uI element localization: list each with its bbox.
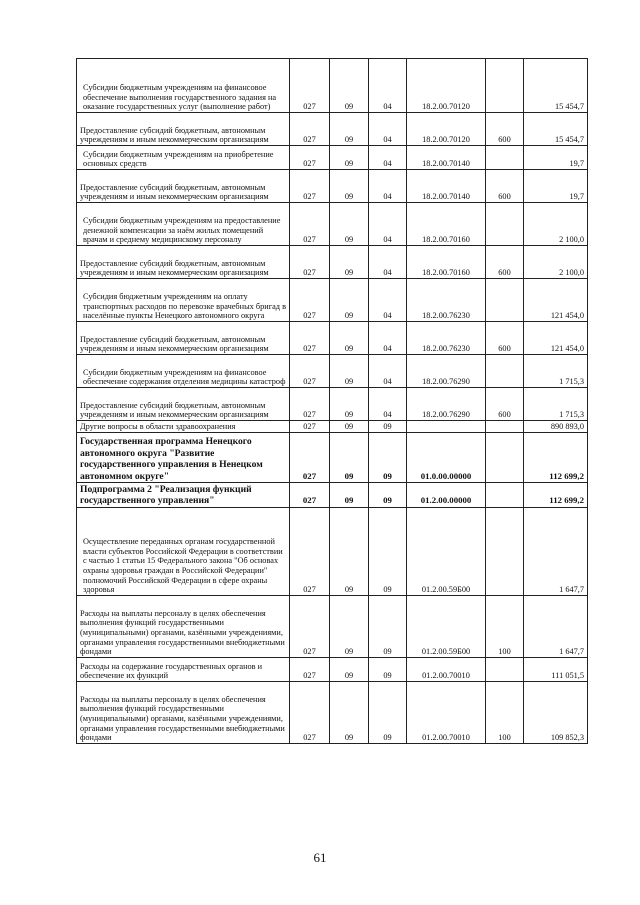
amount-cell: 1 715,3 [524,355,588,388]
item-name-cell: Предоставление субсидий бюджетным, автономным учреждениям и иным некоммерческим организациям [77,322,290,355]
amount-cell: 112 699,2 [524,483,588,508]
table-row [77,355,588,388]
grbs-code-cell: 027 [290,657,330,681]
grbs-code-cell: 027 [290,59,330,113]
subsection-code-cell: 09 [369,507,407,595]
expense-type-cell: 600 [486,388,524,421]
expense-type-cell: 100 [486,595,524,657]
section-code-cell: 09 [330,681,369,743]
item-name-cell: Подпрограмма 2 "Реализация функций государственного управления" [77,483,290,508]
expense-type-cell [486,279,524,322]
target-article-cell: 01.2.00.70010 [407,681,486,743]
amount-cell: 121 454,0 [524,322,588,355]
expense-type-cell: 100 [486,681,524,743]
budget-table-body [77,59,588,744]
grbs-code-cell: 027 [290,322,330,355]
table-row [77,388,588,421]
target-article-cell: 18.2.00.70140 [407,170,486,203]
subsection-code-cell: 04 [369,388,407,421]
subsection-code-cell: 04 [369,59,407,113]
target-article-cell [407,421,486,433]
table-row [77,595,588,657]
target-article-cell: 01.2.00.70010 [407,657,486,681]
item-name-cell: Субсидии бюджетным учреждениям на приобретение основных средств [77,146,290,170]
expense-type-cell: 600 [486,246,524,279]
item-name-cell: Расходы на содержание государственных органов и обеспечение их функций [77,657,290,681]
expense-type-cell: 600 [486,322,524,355]
section-code-cell: 09 [330,507,369,595]
grbs-code-cell: 027 [290,433,330,483]
table-row [77,483,588,508]
amount-cell: 19,7 [524,170,588,203]
item-name-cell: Субсидии бюджетным учреждениям на финансовое обеспечение выполнения государственного задания на оказание государственных услуг (выполнение работ) [77,59,290,113]
target-article-cell: 18.2.00.76290 [407,388,486,421]
expense-type-cell [486,146,524,170]
expense-type-cell [486,203,524,246]
item-name-cell: Субсидии бюджетным учреждениям на финансовое обеспечение содержания отделения медицины катастроф [77,355,290,388]
amount-cell: 2 100,0 [524,246,588,279]
section-code-cell: 09 [330,388,369,421]
item-name-cell: Расходы на выплаты персоналу в целях обеспечения выполнения функций государственными (муниципальными) органами, казёнными учреждениями, органами управления государственными внебюджетными фондами [77,681,290,743]
target-article-cell: 18.2.00.76290 [407,355,486,388]
grbs-code-cell: 027 [290,355,330,388]
expense-type-cell [486,355,524,388]
table-row [77,322,588,355]
subsection-code-cell: 04 [369,113,407,146]
item-name-cell: Субсидии бюджетным учреждениям на предоставление денежной компенсации за наём жилых помещений врачам и среднему медицинскому персоналу [77,203,290,246]
amount-cell: 15 454,7 [524,59,588,113]
subsection-code-cell: 09 [369,421,407,433]
table-row [77,507,588,595]
item-name-cell: Субсидия бюджетным учреждениям на оплату транспортных расходов по перевозке врачебных бригад в населённые пункты Ненецкого автономного округа [77,279,290,322]
amount-cell: 1 715,3 [524,388,588,421]
target-article-cell: 01.2.00.00000 [407,483,486,508]
table-row [77,203,588,246]
amount-cell: 112 699,2 [524,433,588,483]
amount-cell: 111 051,5 [524,657,588,681]
item-name-cell: Предоставление субсидий бюджетным, автономным учреждениям и иным некоммерческим организациям [77,246,290,279]
expense-type-cell [486,59,524,113]
item-name-cell: Другие вопросы в области здравоохранения [77,421,290,433]
amount-cell: 15 454,7 [524,113,588,146]
amount-cell: 890 893,0 [524,421,588,433]
target-article-cell: 01.2.00.59Б00 [407,507,486,595]
section-code-cell: 09 [330,170,369,203]
expense-type-cell [486,421,524,433]
subsection-code-cell: 04 [369,246,407,279]
target-article-cell: 01.0.00.00000 [407,433,486,483]
section-code-cell: 09 [330,433,369,483]
section-code-cell: 09 [330,322,369,355]
amount-cell: 121 454,0 [524,279,588,322]
grbs-code-cell: 027 [290,421,330,433]
target-article-cell: 18.2.00.70140 [407,146,486,170]
grbs-code-cell: 027 [290,483,330,508]
table-row [77,657,588,681]
subsection-code-cell: 09 [369,595,407,657]
target-article-cell: 18.2.00.76230 [407,322,486,355]
grbs-code-cell: 027 [290,203,330,246]
item-name-cell: Государственная программа Ненецкого автономного округа "Развитие государственного управления в Ненецком автономном округе" [77,433,290,483]
expense-type-cell [486,507,524,595]
grbs-code-cell: 027 [290,279,330,322]
target-article-cell: 18.2.00.70160 [407,203,486,246]
table-row [77,113,588,146]
subsection-code-cell: 04 [369,279,407,322]
grbs-code-cell: 027 [290,388,330,421]
item-name-cell: Осуществление переданных органам государственной власти субъектов Российской Федерации в соответствии с частью 1 статьи 15 Федерального закона "Об основах охраны здоровья граждан в Российской Федерации" полномочий Российской Федерации в сфере охраны здоровья [77,507,290,595]
section-code-cell: 09 [330,657,369,681]
section-code-cell: 09 [330,59,369,113]
grbs-code-cell: 027 [290,246,330,279]
amount-cell: 1 647,7 [524,507,588,595]
subsection-code-cell: 04 [369,203,407,246]
target-article-cell: 18.2.00.70120 [407,59,486,113]
grbs-code-cell: 027 [290,507,330,595]
table-row [77,59,588,113]
grbs-code-cell: 027 [290,595,330,657]
subsection-code-cell: 04 [369,355,407,388]
table-row [77,433,588,483]
item-name-cell: Расходы на выплаты персоналу в целях обеспечения выполнения функций государственными (муниципальными) органами, казёнными учреждениями, органами управления государственными внебюджетными фондами [77,595,290,657]
table-row [77,279,588,322]
amount-cell: 19,7 [524,146,588,170]
subsection-code-cell: 09 [369,433,407,483]
budget-table [76,58,588,744]
table-row [77,170,588,203]
section-code-cell: 09 [330,483,369,508]
expense-type-cell: 600 [486,170,524,203]
section-code-cell: 09 [330,203,369,246]
expense-type-cell: 600 [486,113,524,146]
page-number: 61 [313,850,327,865]
table-row [77,681,588,743]
subsection-code-cell: 04 [369,322,407,355]
amount-cell: 109 852,3 [524,681,588,743]
subsection-code-cell: 09 [369,681,407,743]
grbs-code-cell: 027 [290,113,330,146]
section-code-cell: 09 [330,246,369,279]
amount-cell: 1 647,7 [524,595,588,657]
item-name-cell: Предоставление субсидий бюджетным, автономным учреждениям и иным некоммерческим организациям [77,388,290,421]
grbs-code-cell: 027 [290,681,330,743]
grbs-code-cell: 027 [290,170,330,203]
target-article-cell: 18.2.00.70120 [407,113,486,146]
table-row [77,146,588,170]
section-code-cell: 09 [330,146,369,170]
expense-type-cell [486,433,524,483]
target-article-cell: 01.2.00.59Б00 [407,595,486,657]
subsection-code-cell: 09 [369,657,407,681]
subsection-code-cell: 04 [369,146,407,170]
expense-type-cell [486,483,524,508]
section-code-cell: 09 [330,279,369,322]
table-row [77,246,588,279]
section-code-cell: 09 [330,113,369,146]
section-code-cell: 09 [330,355,369,388]
item-name-cell: Предоставление субсидий бюджетным, автономным учреждениям и иным некоммерческим организациям [77,170,290,203]
target-article-cell: 18.2.00.76230 [407,279,486,322]
table-row [77,421,588,433]
subsection-code-cell: 04 [369,170,407,203]
subsection-code-cell: 09 [369,483,407,508]
grbs-code-cell: 027 [290,146,330,170]
target-article-cell: 18.2.00.70160 [407,246,486,279]
item-name-cell: Предоставление субсидий бюджетным, автономным учреждениям и иным некоммерческим организациям [77,113,290,146]
amount-cell: 2 100,0 [524,203,588,246]
expense-type-cell [486,657,524,681]
section-code-cell: 09 [330,595,369,657]
section-code-cell: 09 [330,421,369,433]
